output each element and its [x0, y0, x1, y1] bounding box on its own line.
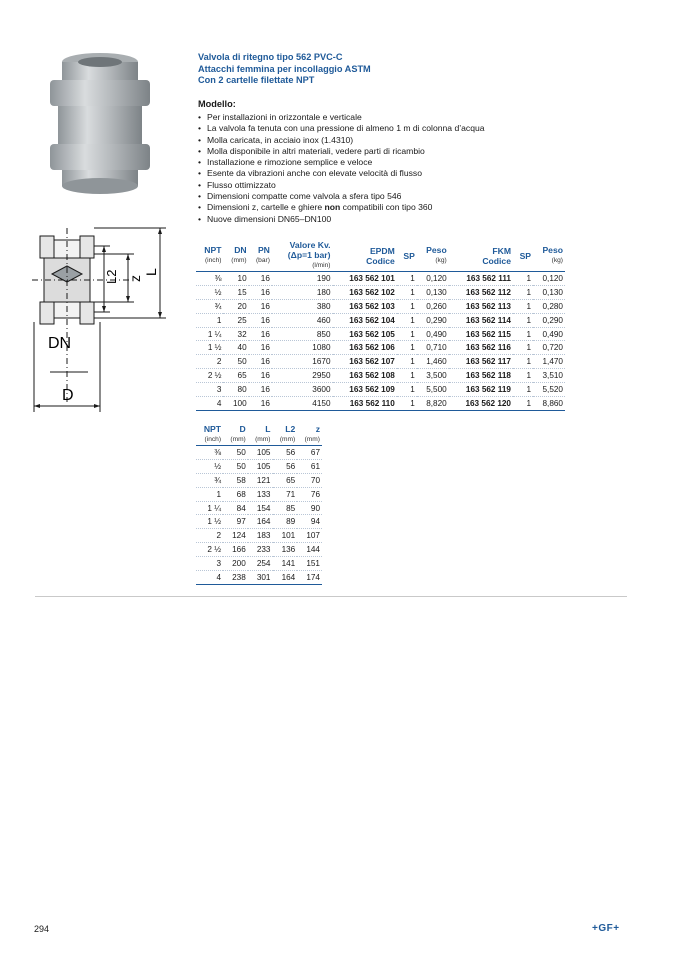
column-header [273, 424, 298, 446]
column-header-label: L2 [285, 424, 296, 434]
column-header-unit: (mm) [279, 436, 296, 443]
table-row [196, 487, 322, 501]
table-cell: 460 [316, 315, 331, 325]
table-cell: 380 [316, 301, 331, 311]
table-cell: 50 [236, 461, 246, 471]
list-item: • Molla caricata, in acciaio inox (1.4310) [198, 135, 485, 146]
dimensions-table [196, 424, 322, 585]
table-cell: 163 562 103 [349, 301, 395, 311]
column-header-label: L [265, 424, 271, 434]
table-cell: 1 [410, 357, 415, 367]
ordering-table-body [196, 272, 565, 411]
table-cell: 16 [260, 343, 270, 353]
table-cell: 0,130 [542, 287, 563, 297]
column-header-label: Codice [482, 255, 511, 266]
column-header-label: NPT [204, 245, 222, 255]
column-header-unit: (kg) [551, 257, 563, 264]
table-cell: 67 [310, 447, 320, 457]
table-cell: 101 [281, 531, 296, 541]
table-cell: 16 [260, 385, 270, 395]
column-header-label: D [239, 424, 246, 434]
table-cell: 163 562 116 [465, 343, 511, 353]
table-cell: 0,280 [542, 301, 563, 311]
list-item: • La valvola fa tenuta con una pressione di almeno 1 m di colonna d’acqua [198, 123, 485, 134]
table-cell: 0,130 [426, 287, 447, 297]
list-item-emphasis: non [324, 202, 341, 213]
table-cell: 163 562 102 [349, 287, 395, 297]
gf-logo: +GF+ [592, 923, 620, 934]
column-header-label: Peso [542, 245, 563, 255]
table-cell: 16 [260, 301, 270, 311]
table-cell: 2 ½ [207, 545, 222, 555]
table-cell: 133 [256, 489, 271, 499]
table-cell: 84 [236, 503, 246, 513]
list-item: • Nuove dimensioni DN65–DN100 [198, 214, 485, 225]
table-cell: 1 [410, 287, 415, 297]
column-header-label: Valore Kv. [289, 240, 331, 250]
table-row [196, 285, 565, 299]
dimensions-table-body [196, 446, 322, 585]
column-header [297, 424, 322, 446]
table-cell: 16 [260, 273, 270, 283]
list-item: • Esente da vibrazioni anche con elevate velocità di flusso [198, 168, 485, 179]
table-cell: 1 ¼ [207, 503, 222, 513]
table-cell: 1 [410, 398, 415, 408]
table-cell: 70 [310, 475, 320, 485]
table-cell: 164 [281, 572, 296, 582]
label-l2: L2 [104, 269, 119, 284]
column-header [417, 240, 449, 272]
table-cell: 1,470 [542, 357, 563, 367]
table-row [196, 459, 322, 473]
table-cell: 163 562 111 [466, 273, 511, 283]
column-header [272, 240, 333, 272]
column-header-label: NPT [203, 424, 222, 434]
column-header [196, 240, 223, 272]
table-cell: 124 [232, 531, 246, 541]
table-cell: 1 [526, 357, 532, 367]
table-cell: 16 [260, 329, 270, 339]
table-cell: 1 [410, 385, 415, 395]
table-row [196, 571, 322, 585]
label-z: z [127, 275, 143, 282]
column-header [248, 424, 273, 446]
table-cell: 163 562 110 [349, 398, 395, 408]
title-line: Attacchi femmina per incollaggio ASTM [198, 63, 371, 74]
table-cell: 1 [526, 398, 532, 408]
table-cell: 10 [237, 273, 247, 283]
column-header-unit: (l/min) [312, 262, 331, 269]
table-cell: 50 [236, 447, 246, 457]
table-cell: 1080 [312, 343, 331, 353]
column-header-unit: (mm) [255, 436, 271, 443]
table-cell: 1 ½ [207, 343, 222, 353]
table-cell: 136 [281, 545, 296, 555]
table-cell: 16 [260, 315, 270, 325]
column-header-label: z [315, 424, 320, 434]
table-row [196, 327, 565, 341]
table-cell: 100 [232, 398, 247, 408]
table-cell: 1 [410, 273, 415, 283]
table-row [196, 369, 565, 383]
table-cell: 0,720 [542, 343, 563, 353]
table-row [196, 473, 322, 487]
column-header-label: Peso [426, 245, 447, 255]
table-cell: 163 562 120 [465, 398, 511, 408]
table-cell: 90 [310, 503, 320, 513]
label-l: L [143, 268, 159, 276]
table-cell: 16 [260, 287, 270, 297]
table-cell: 141 [281, 559, 296, 569]
column-header-unit: (kg) [435, 257, 447, 264]
table-cell: 144 [306, 545, 320, 555]
table-cell: 163 562 106 [349, 343, 395, 353]
column-header-unit: (inch) [204, 436, 222, 443]
table-cell: 16 [260, 398, 270, 408]
table-cell: 163 562 113 [465, 301, 511, 311]
table-cell: 3 [216, 385, 222, 395]
list-item: • Installazione e rimozione semplice e veloce [198, 157, 485, 168]
table-cell: 89 [286, 517, 296, 527]
table-cell: 238 [232, 572, 246, 582]
table-cell: 163 562 119 [465, 385, 511, 395]
table-cell: 76 [310, 489, 320, 499]
feature-list [198, 112, 485, 225]
section-divider [35, 596, 627, 597]
column-header [223, 424, 248, 446]
table-cell: 163 562 118 [465, 371, 511, 381]
table-cell: 0,290 [542, 315, 563, 325]
column-header [449, 240, 513, 272]
column-header-unit: (bar) [255, 257, 270, 264]
table-row [196, 313, 565, 327]
table-cell: 1 [526, 273, 532, 283]
table-cell: 4 [216, 398, 222, 408]
table-cell: 71 [286, 489, 296, 499]
table-cell: 56 [286, 447, 296, 457]
list-item: • Per installazioni in orizzontale e verticale [198, 112, 485, 123]
table-cell: 0,710 [426, 343, 447, 353]
table-cell: 0,120 [426, 273, 447, 283]
column-header [196, 424, 223, 446]
table-cell: ⅜ [214, 273, 222, 283]
product-title [198, 52, 371, 87]
column-header-unit: (mm) [304, 436, 320, 443]
table-cell: 1 ½ [207, 517, 222, 527]
table-row [196, 529, 322, 543]
table-row [196, 355, 565, 369]
table-cell: 3,510 [542, 371, 563, 381]
table-cell: 107 [306, 531, 320, 541]
table-cell: 1 [410, 301, 415, 311]
table-row [196, 397, 565, 411]
table-cell: 1 [216, 315, 222, 325]
table-cell: 1 [526, 301, 532, 311]
table-row [196, 543, 322, 557]
table-row [196, 383, 565, 397]
column-header-unit: (mm) [231, 257, 247, 264]
list-item: • Dimensioni compatte come valvola a sfera tipo 546 [198, 191, 485, 202]
table-cell: 2950 [312, 371, 331, 381]
table-cell: 3 [216, 559, 222, 569]
table-cell: 94 [310, 517, 320, 527]
column-header [333, 240, 397, 272]
column-header-label: DN [234, 245, 247, 255]
column-header-label: PN [257, 245, 270, 255]
table-cell: 1 ¼ [207, 329, 222, 339]
table-cell: 1 [526, 287, 532, 297]
column-header-label: EPDM [369, 245, 395, 256]
table-cell: 164 [256, 517, 271, 527]
column-header [249, 240, 272, 272]
table-row [196, 299, 565, 313]
table-row [196, 341, 565, 355]
column-header-label: SP [519, 250, 532, 261]
table-cell: 183 [256, 531, 271, 541]
label-d: D [62, 387, 74, 404]
table-cell: 163 562 108 [349, 371, 395, 381]
table-cell: 8,860 [542, 398, 563, 408]
table-cell: 1 [526, 343, 532, 353]
table-cell: 163 562 112 [465, 287, 511, 297]
table-cell: 5,520 [542, 385, 563, 395]
table-cell: ¾ [214, 475, 222, 485]
column-header-label: SP [403, 250, 415, 261]
table-cell: 1 [526, 315, 532, 325]
table-cell: 1 [410, 329, 415, 339]
valve-photo [40, 50, 160, 195]
model-heading: Modello: [198, 99, 236, 109]
table-cell: 180 [316, 287, 331, 297]
table-row [196, 501, 322, 515]
table-cell: 68 [236, 489, 246, 499]
list-item: • Molla disponibile in altri materiali, vedere parti di ricambio [198, 146, 485, 157]
table-cell: ¾ [214, 301, 222, 311]
table-cell: 1670 [312, 357, 331, 367]
table-cell: 4 [216, 572, 222, 582]
table-cell: 163 562 115 [465, 329, 511, 339]
column-header-label: Codice [366, 255, 395, 266]
table-cell: 233 [256, 545, 271, 555]
table-cell: 1 [410, 343, 415, 353]
table-cell: 0,490 [542, 329, 563, 339]
table-cell: 850 [316, 329, 331, 339]
table-cell: 105 [256, 461, 271, 471]
table-cell: 174 [306, 572, 320, 582]
table-cell: 50 [237, 357, 247, 367]
table-row [196, 272, 565, 286]
table-cell: 8,820 [426, 398, 447, 408]
table-cell: 80 [237, 385, 247, 395]
table-cell: 163 562 114 [465, 315, 511, 325]
table-cell: 163 562 101 [349, 273, 395, 283]
table-cell: ½ [214, 287, 222, 297]
table-cell: 25 [237, 315, 247, 325]
ordering-table [196, 240, 565, 411]
table-cell: 1 [526, 371, 532, 381]
list-item-text: compatibili con tipo 360 [340, 202, 433, 213]
table-cell: 1 [410, 315, 415, 325]
table-cell: 166 [232, 545, 246, 555]
table-cell: 163 562 109 [349, 385, 395, 395]
table-cell: 32 [237, 329, 247, 339]
table-cell: 16 [260, 371, 270, 381]
table-cell: 3,500 [426, 371, 447, 381]
list-item: • Flusso ottimizzato [198, 180, 485, 191]
table-cell: ⅜ [214, 447, 222, 457]
table-cell: 1 [526, 329, 532, 339]
table-cell: 163 562 104 [349, 315, 395, 325]
column-header-label: (Δp=1 bar) [287, 250, 331, 260]
table-cell: 2 ½ [207, 371, 222, 381]
table-cell: 301 [256, 572, 271, 582]
table-cell: 65 [286, 475, 296, 485]
column-header [223, 240, 248, 272]
table-cell: 1 [410, 371, 415, 381]
list-item-text: Dimensioni z, cartelle e ghiere [207, 202, 325, 213]
table-cell: 56 [286, 461, 296, 471]
column-header-label: FKM [492, 245, 511, 256]
label-dn: DN [48, 335, 72, 352]
table-cell: 163 562 105 [349, 329, 395, 339]
table-cell: 163 562 107 [349, 357, 395, 367]
table-cell: 2 [216, 531, 222, 541]
list-item [198, 202, 485, 213]
table-row [196, 446, 322, 460]
column-header [533, 240, 565, 272]
table-cell: 1 [526, 385, 532, 395]
table-cell: 16 [260, 357, 270, 367]
table-cell: ½ [214, 461, 222, 471]
table-cell: 121 [256, 475, 271, 485]
table-cell: 1 [216, 489, 222, 499]
table-cell: 190 [316, 273, 331, 283]
column-header-unit: (mm) [230, 436, 246, 443]
table-row [196, 515, 322, 529]
column-header [513, 240, 533, 272]
table-cell: 105 [256, 447, 271, 457]
table-cell: 20 [237, 301, 247, 311]
table-cell: 0,290 [426, 315, 447, 325]
table-cell: 4150 [312, 398, 331, 408]
table-cell: 65 [237, 371, 247, 381]
table-cell: 5,500 [426, 385, 447, 395]
title-line: Con 2 cartelle filettate NPT [198, 75, 315, 85]
table-cell: 254 [256, 559, 271, 569]
table-cell: 15 [237, 287, 247, 297]
page-number: 294 [34, 924, 50, 934]
table-cell: 154 [256, 503, 271, 513]
table-cell: 200 [232, 559, 246, 569]
table-cell: 163 562 117 [465, 357, 511, 367]
table-cell: 0,120 [542, 273, 563, 283]
column-header-unit: (inch) [204, 257, 222, 264]
table-cell: 0,260 [426, 301, 447, 311]
table-cell: 0,490 [426, 329, 447, 339]
table-cell: 85 [286, 503, 296, 513]
table-row [196, 557, 322, 571]
table-cell: 61 [310, 461, 320, 471]
title-line: Valvola di ritegno tipo 562 PVC-C [198, 52, 343, 62]
table-cell: 1,460 [426, 357, 447, 367]
table-cell: 2 [216, 357, 222, 367]
table-cell: 58 [236, 475, 246, 485]
dimension-drawing [30, 222, 170, 418]
table-cell: 97 [236, 517, 246, 527]
table-cell: 3600 [312, 385, 331, 395]
column-header [397, 240, 417, 272]
table-cell: 151 [306, 559, 320, 569]
table-cell: 40 [237, 343, 247, 353]
